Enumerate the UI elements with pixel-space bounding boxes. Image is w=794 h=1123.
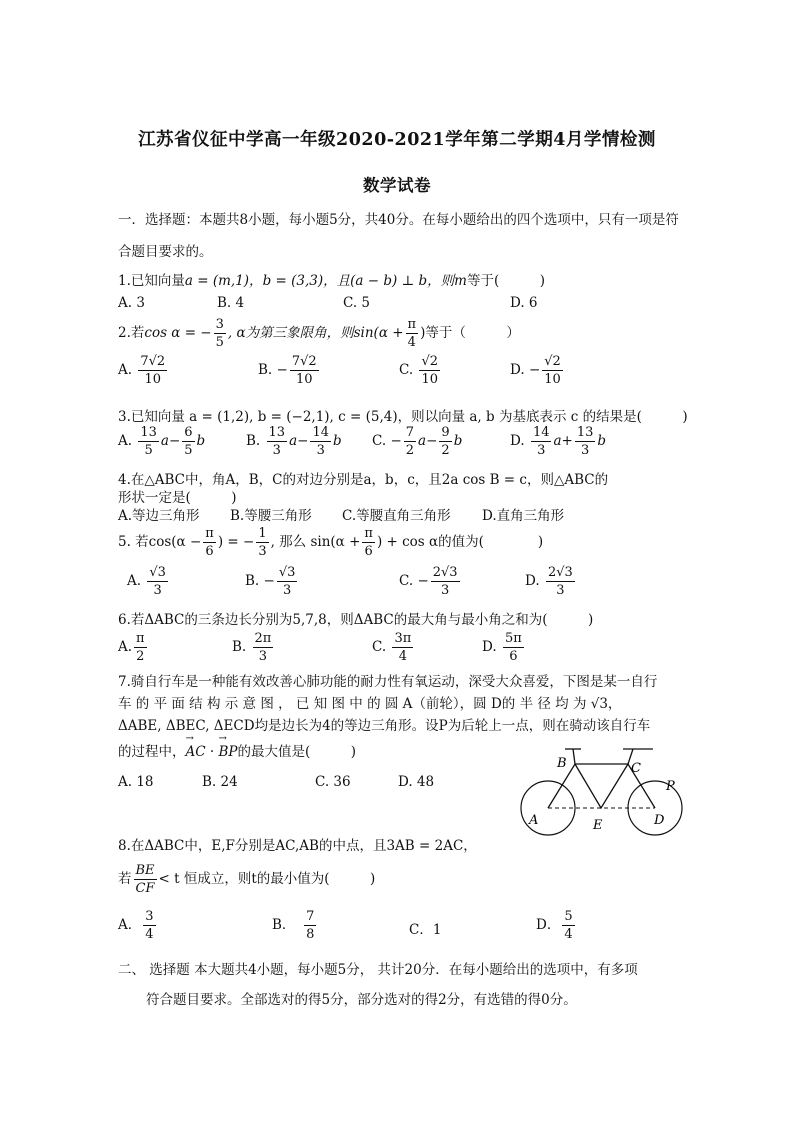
- label-p: P: [666, 779, 675, 794]
- exam-subtitle: 数学试卷: [363, 176, 431, 195]
- frame-center: [575, 764, 628, 808]
- q2-option-b: B. − $\frac{7√2}{10}$: [258, 354, 317, 387]
- q7-stem-line1: 7.骑自行车是一种能有效改善心肺功能的耐力性有氧运动，深受大众喜爱，下图是某一自行: [118, 674, 658, 690]
- q8-option-d: D． $\frac{5}{4}$: [536, 909, 573, 942]
- label-a: A: [529, 813, 539, 828]
- q5-option-c: C. − $\frac{2√3}{3}$: [399, 565, 458, 598]
- q5-stem: 5. 若cos(α − $\frac{\pi}{6}$ ) = − $\frac{1}{3}$ , 那么 sin(α + $\frac{\pi}{6}$ ) + cos α的值为( ): [118, 526, 544, 559]
- label-c: C: [631, 761, 641, 776]
- q3-option-b: B. $\frac{13}{3}$ a− $\frac{14}{3}$ b: [246, 425, 342, 458]
- q5-option-b: B. − $\frac{√3}{3}$: [245, 565, 296, 598]
- q3-option-a: A. $\frac{13}{5}$ a− $\frac{6}{5}$ b: [118, 425, 206, 458]
- q7-option-b: B. 24: [202, 774, 238, 790]
- q2-option-c: C. $\frac{√2}{10}$: [399, 354, 438, 387]
- q4-option-b: B.等腰三角形: [230, 508, 312, 524]
- q7-option-a: A. 18: [118, 774, 154, 790]
- q7-option-d: D. 48: [398, 774, 435, 790]
- q6-stem: 6.若ΔABC的三条边长分别为5,7,8，则ΔABC的最大角与最小角之和为( ): [118, 612, 594, 628]
- q3-option-d: D. $\frac{14}{3}$ a+ $\frac{13}{3}$ b: [510, 425, 607, 458]
- q3-option-c: C. − $\frac{7}{2}$ a− $\frac{9}{2}$ b: [372, 425, 463, 458]
- q8-option-a: A． $\frac{3}{4}$: [118, 909, 154, 942]
- seat-post: [573, 749, 575, 764]
- section1-heading-line2: 合题目要求的。: [118, 244, 213, 260]
- section2-heading-line2: 符合题目要求。全部选对的得5分，部分选对的得2分，有选错的得0分。: [146, 992, 577, 1008]
- label-d: D: [654, 813, 665, 828]
- q7-stem-line3: ΔABE, ΔBEC, ΔECD均是边长为4的等边三角形。设P为后轮上一点，则在骑动该自行车: [118, 718, 651, 734]
- q8-stem-line1: 8.在ΔABC中，E,F分别是AC,AB的中点，且3AB = 2AC，: [118, 838, 477, 854]
- q1-option-c: C. 5: [343, 295, 371, 311]
- q2-stem: 2.若cos α = − $\frac{3}{5}$ , α为第三象限角，则sin(α + $\frac{\pi}{4}$ )等于（ ）: [118, 317, 520, 350]
- q2-option-a: A. $\frac{7√2}{10}$: [118, 354, 166, 387]
- q1-option-a: A. 3: [118, 295, 145, 311]
- label-b: B: [557, 756, 567, 771]
- bicycle-figure: [515, 742, 695, 838]
- q6-option-b: B. $\frac{2\pi}{3}$: [232, 631, 272, 664]
- q7-stem-line2: 车 的 平 面 结 构 示 意 图 ， 已 知 图 中 的 圆 A（前轮），圆 D的 半 径 均 为 √3，: [118, 696, 622, 712]
- q3-stem: 3.已知向量 a = (1,2), b = (−2,1), c = (5,4)，则以向量 a, b 为基底表示 c 的结果是( ): [118, 409, 688, 425]
- q8-option-b: B． $\frac{7}{8}$: [272, 909, 315, 942]
- q6-option-c: C. $\frac{3\pi}{4}$: [372, 631, 412, 664]
- vector-ac: → AC: [186, 744, 206, 760]
- q4-option-d: D.直角三角形: [482, 508, 565, 524]
- q7-option-c: C. 36: [315, 774, 351, 790]
- exam-title: 江苏省仪征中学高一年级2020-2021学年第二学期4月学情检测: [138, 130, 656, 150]
- q2-option-d: D. − $\frac{√2}{10}$: [510, 354, 561, 387]
- q6-option-a: A. $\frac{\pi}{2}$: [118, 631, 145, 664]
- q7-stem-line4: 的过程中，→ AC · → BP的最大值是( ): [118, 740, 356, 760]
- q1-option-b: B. 4: [217, 295, 245, 311]
- section2-heading-line1: 二、 选择题 本大题共4小题，每小题5分， 共计20分．在每小题给出的选项中，有多项: [118, 962, 638, 978]
- q5-option-a: A. $\frac{√3}{3}$: [127, 565, 166, 598]
- q5-option-d: D. $\frac{2√3}{3}$: [525, 565, 573, 598]
- q8-stem-line2: 若 $\frac{BE}{CF}$ < t 恒成立，则t的最小值为( ): [118, 863, 376, 896]
- q4-option-a: A.等边三角形: [118, 508, 200, 524]
- q8-option-c: C．1: [409, 922, 442, 938]
- q6-option-d: D. $\frac{5\pi}{6}$: [482, 631, 522, 664]
- label-e: E: [593, 818, 603, 833]
- vector-bp: → BP: [218, 744, 237, 760]
- q4-stem-line1: 4.在△ABC中，角A，B，C的对边分别是a，b，c，且2a cos B = c，则△ABC的: [118, 472, 609, 488]
- q1-stem: 1.已知向量a = (m,1)，b = (3,3)，且(a − b) ⊥ b，则m等于( ): [118, 273, 546, 289]
- q4-option-c: C.等腰直角三角形: [342, 508, 451, 524]
- q4-stem-line2: 形状一定是( ): [118, 490, 237, 506]
- section1-heading-line1: 一．选择题：本题共8小题，每小题5分，共40分。在每小题给出的四个选项中，只有一项是符: [118, 212, 679, 228]
- q1-option-d: D. 6: [510, 295, 538, 311]
